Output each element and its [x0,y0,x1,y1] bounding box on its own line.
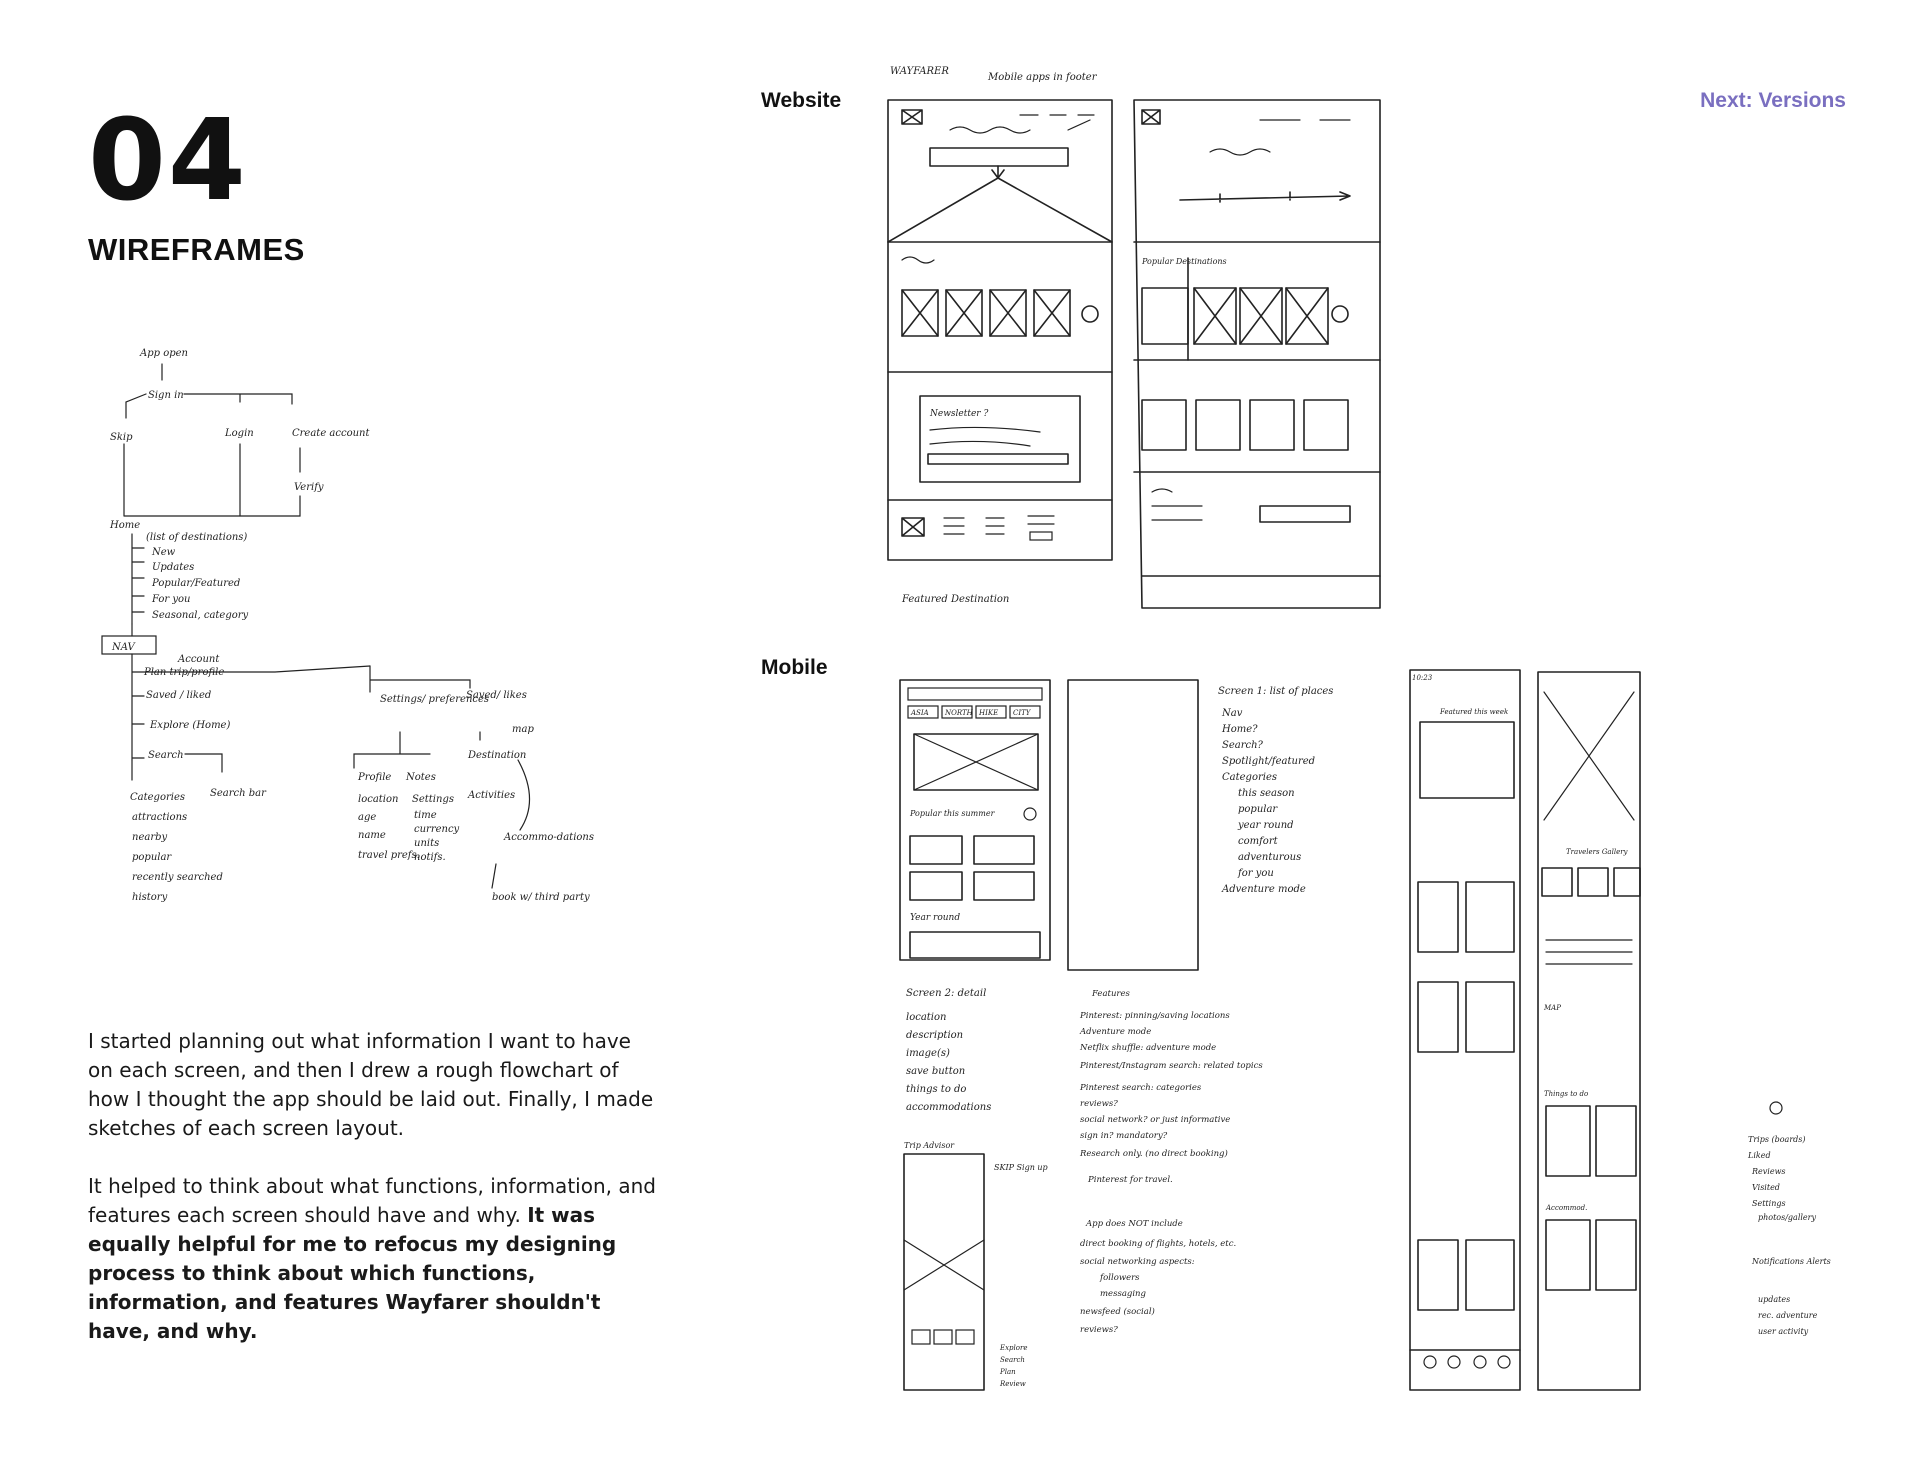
screen2-item-0: location [906,1012,947,1023]
body-paragraph-2 [88,1172,658,1346]
not-include-item-5: reviews? [1080,1325,1118,1335]
profile-item-5: photos/gallery [1758,1213,1817,1222]
screen2-item-1: description [906,1030,964,1041]
not-include-title: App does NOT include [1086,1219,1183,1229]
screen1-item-3: Spotlight/featured [1222,756,1316,767]
body-paragraph-1: I started planning out what information I want to have on each screen, and then I drew a rough flowchart of how I thought the app should be laid out. Finally, I made sketches of each screen layout. [88,1029,654,1140]
flow-category-item-3: recently searched [132,872,223,883]
not-include-item-2: followers [1100,1273,1140,1283]
flow-saved-likes: Saved/ likes [466,690,527,701]
notifications-label: Notifications Alerts [1752,1257,1831,1266]
screen1-item-10: for you [1238,868,1274,879]
flow-sign-in: Sign in [148,390,184,401]
flow-book-third-party: book w/ third party [492,892,590,903]
flow-explore-home: Explore (Home) [150,720,231,731]
features-item-6: social network? or just informative [1080,1115,1231,1125]
body-paragraph-2-bold: It was equally helpful for me to refocus my designing process to think about which functions, information, and features Wayfarer shouldn't have, and why. [88,1203,617,1343]
screen1-item-5: this season [1238,788,1295,799]
flow-search: Search [148,750,184,761]
flow-skip: Skip [110,432,133,443]
flow-profile-item-0: location [358,794,399,805]
features-item-1: Adventure mode [1080,1027,1152,1037]
notification-item-2: user activity [1758,1327,1809,1336]
explore-list-1: Search [1000,1356,1025,1364]
flow-destination: Destination [468,750,527,761]
flow-home-item-1: New [152,547,176,558]
screen1-item-7: year round [1238,820,1294,831]
flow-activities: Activities [468,790,516,801]
features-item-4: Pinterest search: categories [1080,1083,1202,1093]
accommodations-label: Accommod. [1546,1204,1588,1212]
profile-item-0: Trips (boards) [1748,1135,1806,1144]
website-featured-destination: Featured Destination [902,594,1010,605]
flow-search-bar: Search bar [210,788,266,799]
not-include-item-4: newsfeed (social) [1080,1307,1155,1317]
features-item-2: Netflix shuffle: adventure mode [1080,1043,1217,1053]
screen2-item-5: accommodations [906,1102,992,1113]
mobile-label: Mobile [761,656,828,679]
flow-home-item-4: For you [152,594,191,605]
screen2-title: Screen 2: detail [906,988,987,999]
flow-category-item-1: nearby [132,832,168,843]
flow-create-account: Create account [292,428,370,439]
screen1-item-9: adventurous [1238,852,1302,863]
not-include-item-1: social networking aspects: [1080,1257,1195,1267]
screen1-item-11: Adventure mode [1222,884,1306,895]
features-title: Features [1092,989,1130,999]
flow-home-item-3: Popular/Featured [152,578,241,589]
mobile-tag-1: NORTH [945,709,973,717]
flowchart-sketch [100,340,594,940]
not-include-item-3: messaging [1100,1289,1146,1299]
profile-item-2: Reviews [1752,1167,1786,1176]
flow-verify: Verify [294,482,324,493]
things-to-do-label: Things to do [1544,1090,1589,1098]
section-number: 04 [88,96,248,226]
screen2-item-4: things to do [906,1084,967,1095]
screen1-item-8: comfort [1238,836,1278,847]
explore-list-3: Review [1000,1380,1026,1388]
flow-settings-item-2: units [414,838,440,849]
flow-settings-preferences: Settings/ preferences [380,694,490,705]
flow-profile-item-3: travel prefs. [358,850,420,861]
flow-plan-trip: Plan trip/profile [144,667,225,678]
travelers-gallery: Travelers Gallery [1566,848,1628,856]
features-item-7: sign in? mandatory? [1080,1131,1168,1141]
flow-account: Account [178,654,220,665]
features-item-0: Pinterest: pinning/saving locations [1080,1011,1230,1021]
map-label: MAP [1544,1004,1561,1012]
trip-advisor-label: Trip Advisor [904,1141,955,1150]
flow-settings-item-3: notifs. [414,852,446,863]
not-include-item-0: direct booking of flights, hotels, etc. [1080,1239,1237,1249]
flow-settings: Settings [412,794,454,805]
body-paragraph-2-regular: It helped to think about what functions, information, and features each screen should have and why. [88,1174,656,1227]
flow-settings-item-1: currency [414,824,460,835]
screen1-item-0: Nav [1222,708,1243,719]
skip-sign-up-label: SKIP Sign up [994,1163,1048,1172]
profile-item-3: Visited [1752,1183,1780,1192]
flow-notes: Notes [406,772,436,783]
screen2-item-3: save button [906,1066,966,1077]
flow-map: map [512,724,534,735]
next-versions-link[interactable]: Next: Versions [1700,89,1846,112]
website-newsletter: Newsletter ? [930,409,989,419]
website-brand: WAYFARER [890,66,949,77]
screen1-item-2: Search? [1222,740,1263,751]
website-popular-destinations: Popular Destinations [1142,257,1227,266]
features-item-8: Research only. (no direct booking) [1080,1149,1228,1159]
flow-saved-liked: Saved / liked [146,690,212,701]
website-footer-note: Mobile apps in footer [988,72,1097,83]
mobile-tag-3: CITY [1013,709,1031,717]
flow-home-item-0: (list of destinations) [146,532,248,543]
screen1-item-6: popular [1238,804,1278,815]
flow-settings-item-0: time [414,810,437,821]
features-item-5: reviews? [1080,1099,1118,1109]
mobile-tag-0: ASIA [911,709,929,717]
section-title: WIREFRAMES [88,232,305,267]
flow-home-item-5: Seasonal, category [152,610,249,621]
profile-item-1: Liked [1748,1151,1771,1160]
flow-nav: NAV [112,642,135,653]
flow-profile-item-1: age [358,812,377,823]
mobile-popular-this-summer: Popular this summer [910,809,995,818]
flow-app-open: App open [140,348,188,359]
notification-item-0: updates [1758,1295,1791,1304]
explore-list-0: Explore [1000,1344,1028,1352]
mobile-wireframes-sketch [900,670,1900,1390]
flow-home-item-2: Updates [152,562,195,573]
mobile-tag-2: HIKE [979,709,999,717]
flow-profile-item-2: name [358,830,386,841]
screen1-item-4: Categories [1222,772,1277,783]
features-item-3: Pinterest/Instagram search: related topics [1080,1061,1263,1071]
flow-profile: Profile [358,772,392,783]
notification-item-1: rec. adventure [1758,1311,1818,1320]
features-item-9: Pinterest for travel. [1088,1175,1173,1185]
mobile-year-round: Year round [910,913,961,923]
mobile-time: 10:23 [1412,674,1433,682]
flow-home: Home [110,520,141,531]
explore-list-2: Plan [1000,1368,1016,1376]
profile-item-4: Settings [1752,1199,1786,1208]
flow-category-item-4: history [132,892,168,903]
screen1-item-1: Home? [1222,724,1258,735]
screen2-item-2: image(s) [906,1048,950,1059]
website-label: Website [761,89,842,112]
featured-this-week: Featured this week [1440,708,1509,716]
screen1-title: Screen 1: list of places [1218,686,1334,697]
flow-category-item-2: popular [132,852,172,863]
flow-category-item-0: attractions [132,812,188,823]
flow-categories: Categories [130,792,185,803]
website-wireframes-sketch [880,60,1400,620]
body-copy [88,1027,658,1375]
flow-accommodations: Accommo-dations [504,832,594,843]
flow-login: Login [225,428,254,439]
